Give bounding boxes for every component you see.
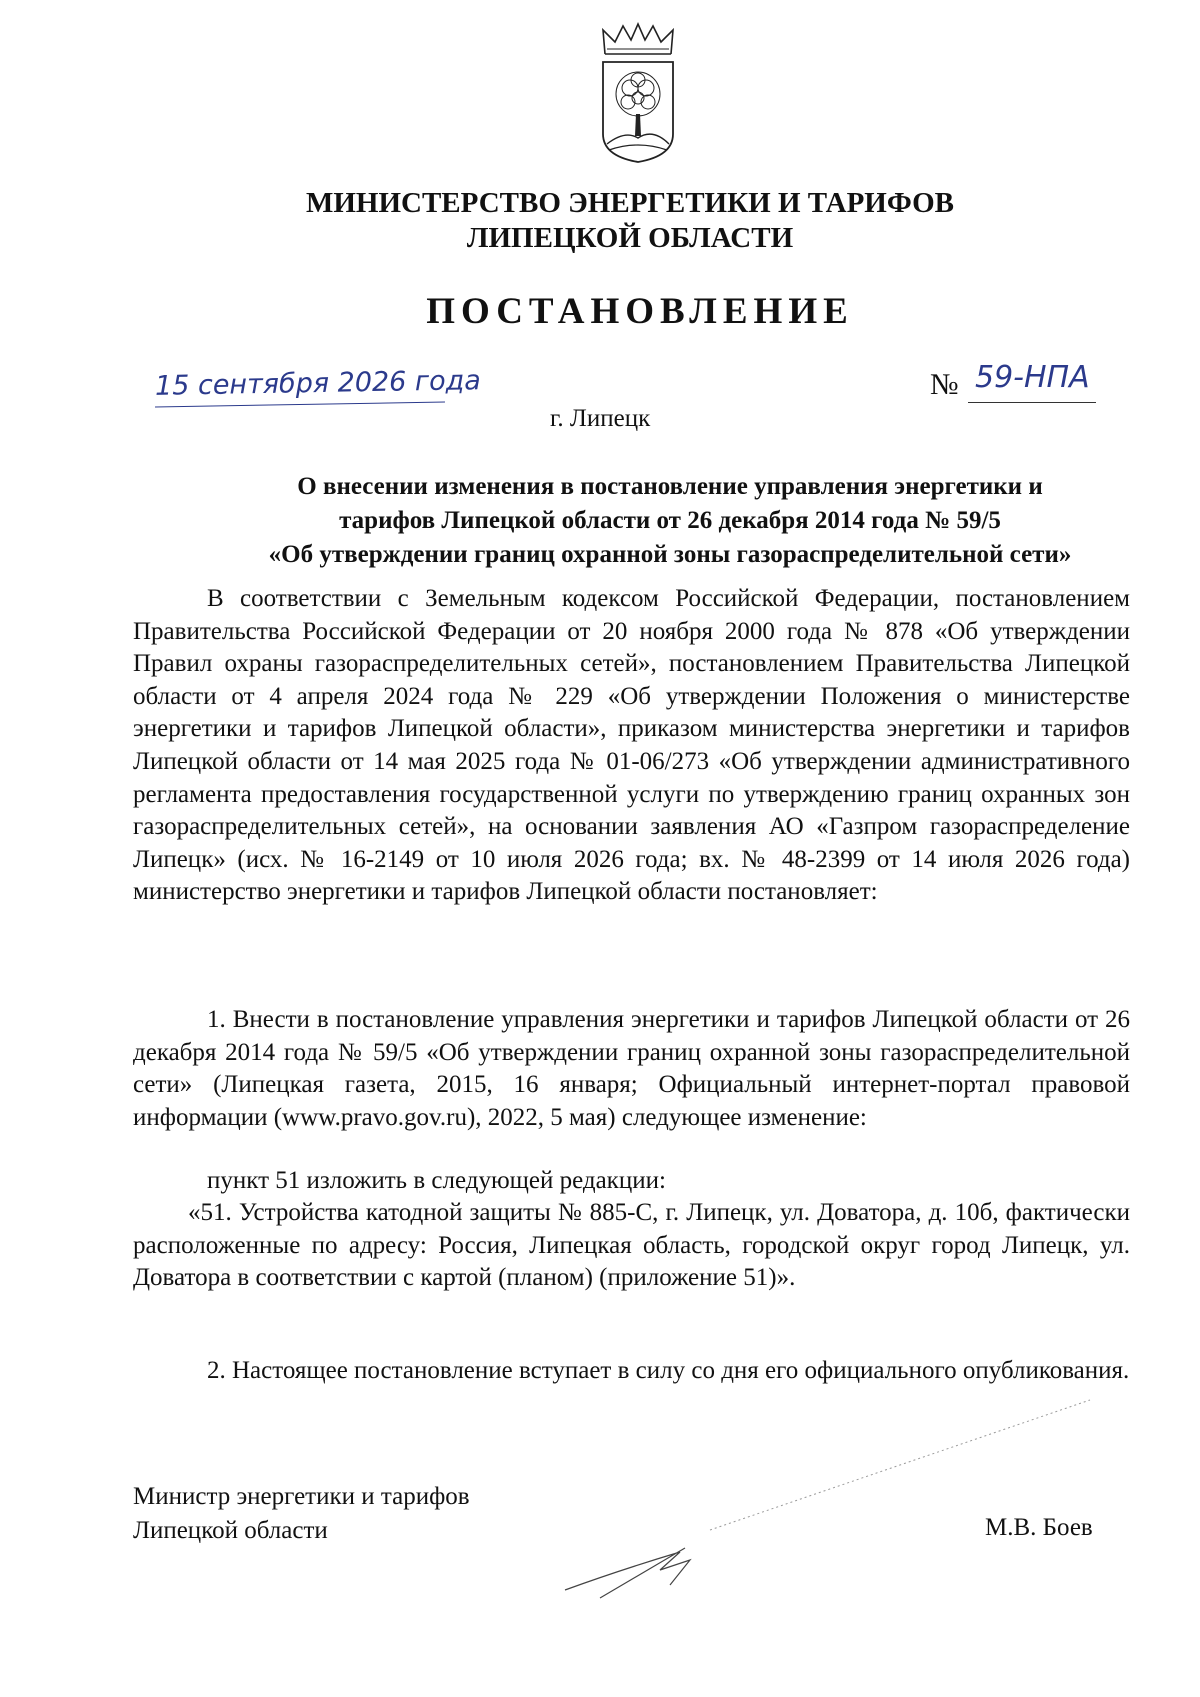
number-label: № xyxy=(930,368,959,401)
item-1-subclause: пункт 51 изложить в следующей редакции: xyxy=(207,1167,666,1194)
document-subject xyxy=(210,470,1130,572)
date-underline xyxy=(155,401,445,407)
subject-line2: тарифов Липецкой области от 26 декабря 2014 года № 59/5 xyxy=(339,507,1001,534)
handwritten-signature xyxy=(560,1530,740,1600)
signatory-position-line2: Липецкой области xyxy=(133,1517,328,1544)
item-1-paragraph: 1. Внести в постановление управления энергетики и тарифов Липецкой области от 26 декабря 2014 года № 59/5 «Об утверждении границ охранной зоны газораспределительной сети» (Липецкая газета, 2015, 16 января; Официальный интернет-портал правовой информации (www.pravo.gov.ru), 2022, 5 мая) следующее изменение: xyxy=(133,1006,1130,1131)
preamble-paragraph: В соответствии с Земельным кодексом Российской Федерации, постановлением Правительства Российской Федерации от 20 ноября 2000 года № 878 «Об утверждении Правил охраны газораспределительных сетей», постановлением Правительства Липецкой области от 4 апреля 2024 года № 229 «Об утверждении Положения о министерстве энергетики и тарифов Липецкой области», приказом министерства энергетики и тарифов Липецкой области от 14 мая 2025 года № 01-06/273 «Об утверждении административного регламента предоставления государственной услуги по утверждению границ охранных зон газораспределительных сетей», на основании заявления АО «Газпром газораспределение Липецк» (исх. № 16-2149 от 10 июля 2026 года; вх. № 48-2399 от 14 июля 2026 года) министерство энергетики и тарифов Липецкой области постановляет: xyxy=(133,585,1130,906)
item-1-quoted-text: «51. Устройства катодной защиты № 885-С, г. Липецк, ул. Доватора, д. 10б, фактически расположенные по адресу: Россия, Липецкая область, городской округ город Липецк, ул. Доватора в соответствии с картой (планом) (приложение 51)». xyxy=(133,1199,1130,1292)
city-name: г. Липецк xyxy=(550,405,651,432)
handwritten-date: 15 сентября 2026 года xyxy=(154,365,482,402)
number-underline xyxy=(968,402,1096,403)
subject-line1: О внесении изменения в постановление управления энергетики и xyxy=(297,473,1043,500)
signatory-position-line1: Министр энергетики и тарифов xyxy=(133,1483,470,1510)
document-type-title: ПОСТАНОВЛЕНИЕ xyxy=(426,291,854,332)
ministry-name-line1: МИНИСТЕРСТВО ЭНЕРГЕТИКИ И ТАРИФОВ xyxy=(305,187,955,219)
signatory-position xyxy=(133,1480,470,1548)
item-2-paragraph: 2. Настоящее постановление вступает в силу со дня его официального опубликования. xyxy=(207,1357,1130,1384)
lipetsk-coat-of-arms-emblem xyxy=(595,22,681,164)
signatory-name: М.В. Боев xyxy=(985,1514,1093,1541)
ministry-name-line2: ЛИПЕЦКОЙ ОБЛАСТИ xyxy=(466,222,794,254)
subject-line3: «Об утверждении границ охранной зоны газораспределительной сети» xyxy=(268,541,1072,568)
handwritten-document-number: 59-НПА xyxy=(975,360,1090,395)
